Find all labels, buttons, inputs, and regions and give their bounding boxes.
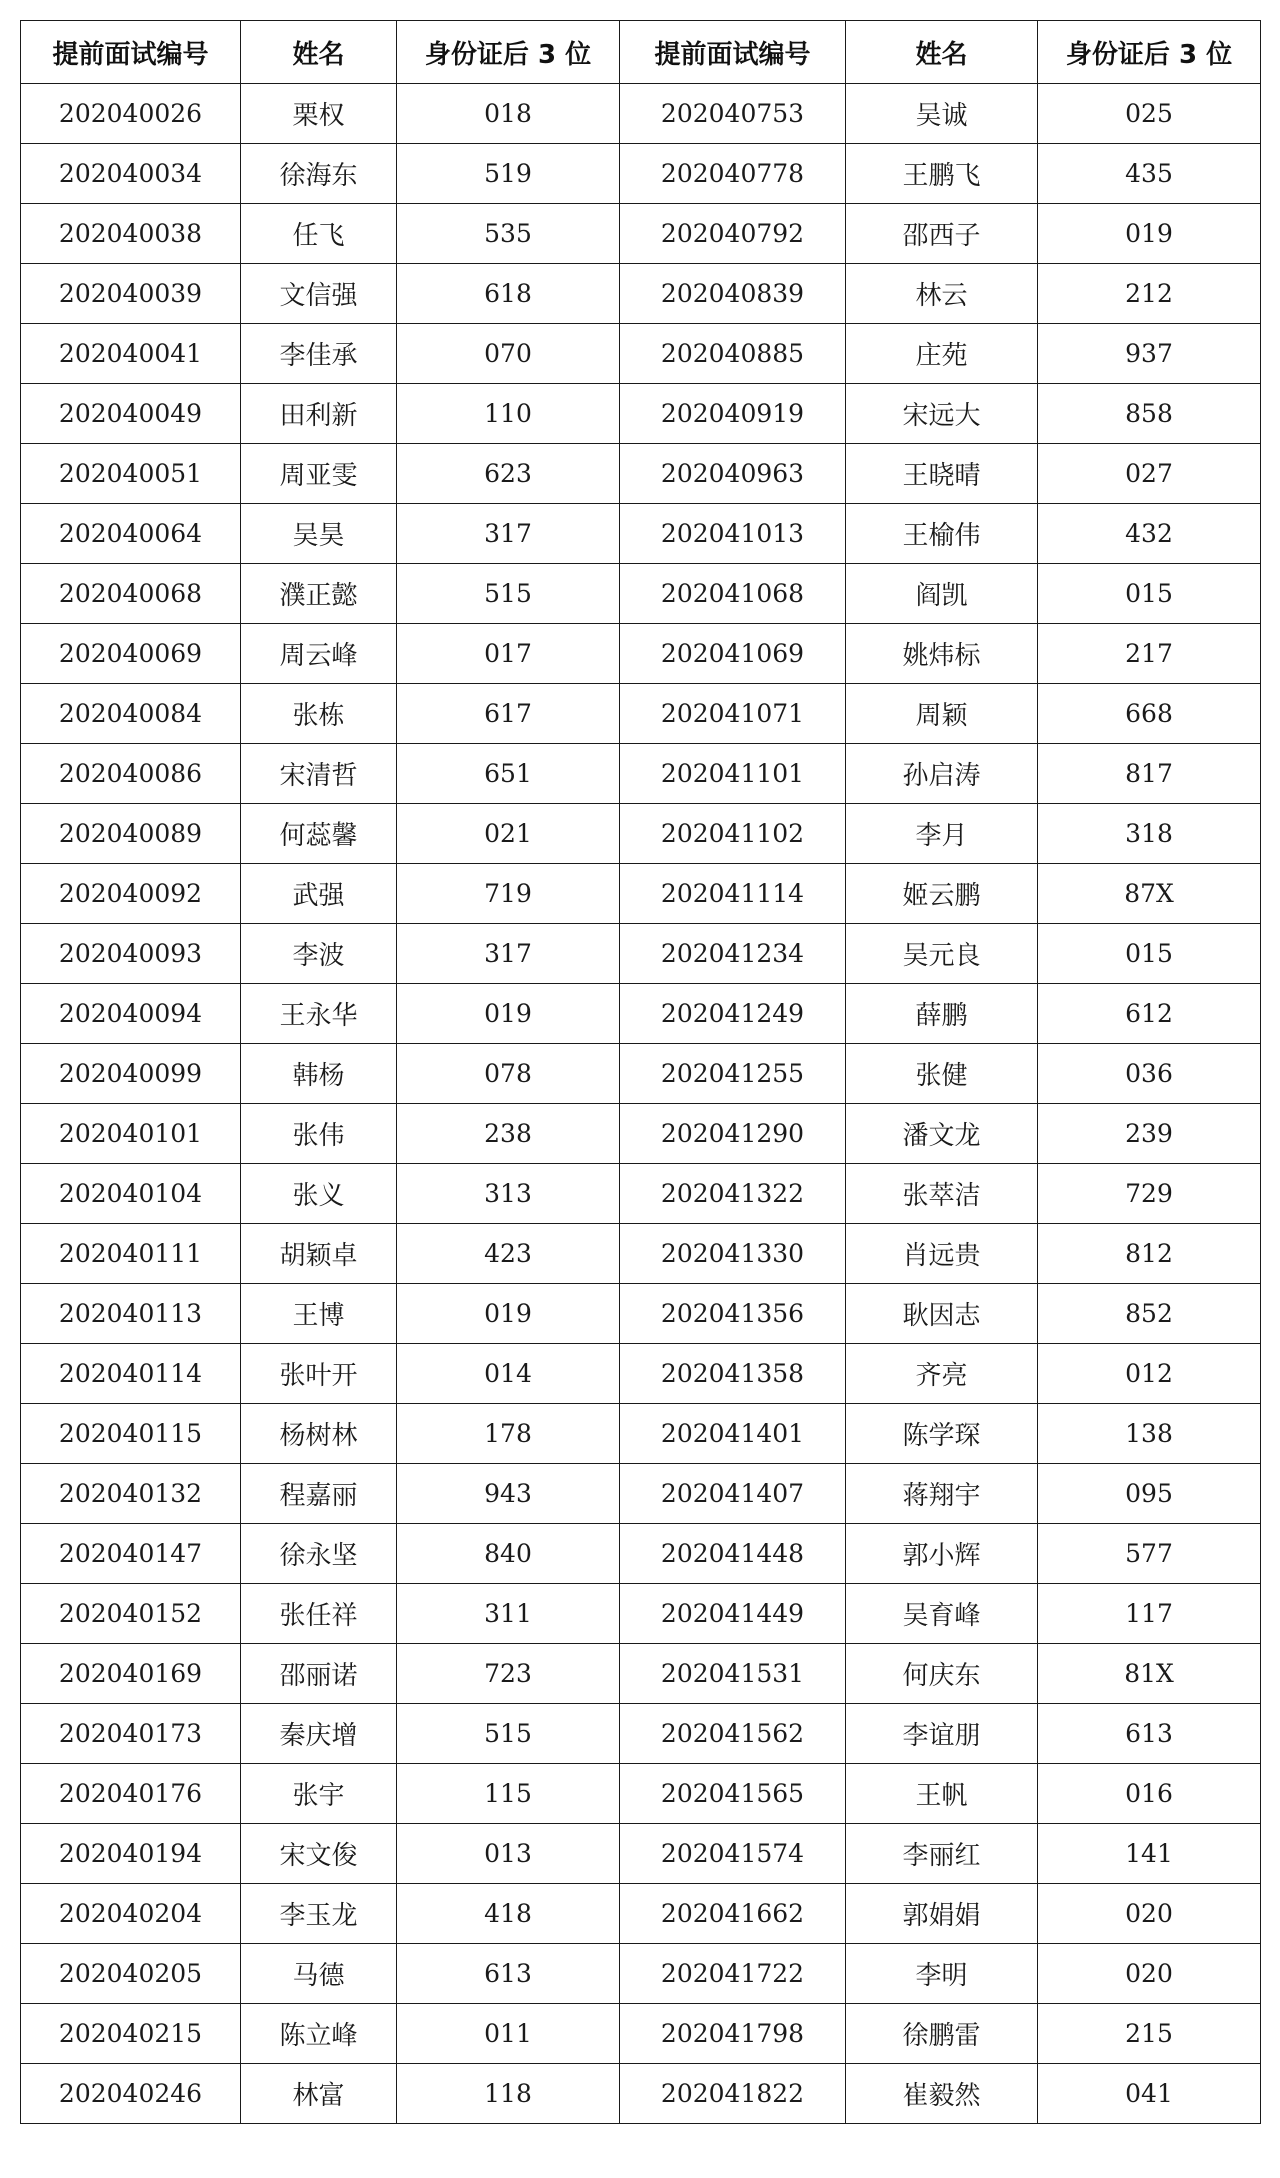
id-last3-cell: 435 xyxy=(1038,144,1261,204)
interview-id-cell: 202040041 xyxy=(21,324,241,384)
interview-id-cell: 202040026 xyxy=(21,84,241,144)
interview-id-cell: 202040176 xyxy=(21,1764,241,1824)
name-cell: 李玉龙 xyxy=(241,1884,397,1944)
table-row xyxy=(21,504,1261,564)
interview-id-cell: 202040778 xyxy=(620,144,846,204)
name-cell: 韩杨 xyxy=(241,1044,397,1104)
header-interview-id: 提前面试编号 xyxy=(21,21,241,84)
table-row xyxy=(21,204,1261,264)
name-cell: 吴育峰 xyxy=(846,1584,1038,1644)
interview-id-cell: 202040093 xyxy=(21,924,241,984)
table-row xyxy=(21,84,1261,144)
id-last3-cell: 020 xyxy=(1038,1884,1261,1944)
interview-id-cell: 202041358 xyxy=(620,1344,846,1404)
interview-id-cell: 202041101 xyxy=(620,744,846,804)
id-last3-cell: 012 xyxy=(1038,1344,1261,1404)
interview-id-cell: 202040049 xyxy=(21,384,241,444)
id-last3-cell: 021 xyxy=(397,804,620,864)
id-last3-cell: 418 xyxy=(397,1884,620,1944)
id-last3-cell: 311 xyxy=(397,1584,620,1644)
interview-id-cell: 202040792 xyxy=(620,204,846,264)
id-last3-cell: 723 xyxy=(397,1644,620,1704)
name-cell: 王帆 xyxy=(846,1764,1038,1824)
name-cell: 周亚雯 xyxy=(241,444,397,504)
interview-id-cell: 202040132 xyxy=(21,1464,241,1524)
interview-id-cell: 202040246 xyxy=(21,2064,241,2124)
name-cell: 姬云鹏 xyxy=(846,864,1038,924)
id-last3-cell: 87X xyxy=(1038,864,1261,924)
id-last3-cell: 937 xyxy=(1038,324,1261,384)
interview-id-cell: 202040089 xyxy=(21,804,241,864)
name-cell: 邵丽诺 xyxy=(241,1644,397,1704)
interview-id-cell: 202040115 xyxy=(21,1404,241,1464)
name-cell: 李明 xyxy=(846,1944,1038,2004)
interview-id-cell: 202041255 xyxy=(620,1044,846,1104)
interview-id-cell: 202041562 xyxy=(620,1704,846,1764)
id-last3-cell: 812 xyxy=(1038,1224,1261,1284)
name-cell: 邵西子 xyxy=(846,204,1038,264)
id-last3-cell: 013 xyxy=(397,1824,620,1884)
interview-id-cell: 202040194 xyxy=(21,1824,241,1884)
name-cell: 任飞 xyxy=(241,204,397,264)
id-last3-cell: 613 xyxy=(397,1944,620,2004)
id-last3-cell: 110 xyxy=(397,384,620,444)
id-last3-cell: 535 xyxy=(397,204,620,264)
id-last3-cell: 019 xyxy=(397,1284,620,1344)
interview-id-cell: 202041069 xyxy=(620,624,846,684)
table-row xyxy=(21,324,1261,384)
name-cell: 栗权 xyxy=(241,84,397,144)
table-row xyxy=(21,624,1261,684)
interview-id-cell: 202040919 xyxy=(620,384,846,444)
id-last3-cell: 019 xyxy=(1038,204,1261,264)
id-last3-cell: 141 xyxy=(1038,1824,1261,1884)
name-cell: 王晓晴 xyxy=(846,444,1038,504)
interview-id-cell: 202040104 xyxy=(21,1164,241,1224)
id-last3-cell: 318 xyxy=(1038,804,1261,864)
name-cell: 王博 xyxy=(241,1284,397,1344)
table-row xyxy=(21,2004,1261,2064)
interview-id-cell: 202040152 xyxy=(21,1584,241,1644)
id-last3-cell: 018 xyxy=(397,84,620,144)
name-cell: 李谊朋 xyxy=(846,1704,1038,1764)
table-row xyxy=(21,1404,1261,1464)
name-cell: 孙启涛 xyxy=(846,744,1038,804)
name-cell: 徐永坚 xyxy=(241,1524,397,1584)
interview-id-cell: 202040099 xyxy=(21,1044,241,1104)
table-body xyxy=(21,84,1261,2124)
interview-id-cell: 202040034 xyxy=(21,144,241,204)
interview-id-cell: 202041068 xyxy=(620,564,846,624)
interview-id-cell: 202040068 xyxy=(21,564,241,624)
table-row xyxy=(21,1044,1261,1104)
id-last3-cell: 217 xyxy=(1038,624,1261,684)
table-row xyxy=(21,1224,1261,1284)
name-cell: 吴诚 xyxy=(846,84,1038,144)
id-last3-cell: 668 xyxy=(1038,684,1261,744)
id-last3-cell: 138 xyxy=(1038,1404,1261,1464)
header-interview-id: 提前面试编号 xyxy=(620,21,846,84)
name-cell: 张伟 xyxy=(241,1104,397,1164)
interview-id-cell: 202040111 xyxy=(21,1224,241,1284)
name-cell: 何庆东 xyxy=(846,1644,1038,1704)
interview-id-cell: 202040069 xyxy=(21,624,241,684)
id-last3-cell: 623 xyxy=(397,444,620,504)
interview-id-cell: 202040038 xyxy=(21,204,241,264)
id-last3-cell: 041 xyxy=(1038,2064,1261,2124)
name-cell: 李丽红 xyxy=(846,1824,1038,1884)
table-row xyxy=(21,1884,1261,1944)
table-row xyxy=(21,1164,1261,1224)
interview-id-cell: 202041401 xyxy=(620,1404,846,1464)
table-row xyxy=(21,1644,1261,1704)
table-row xyxy=(21,1704,1261,1764)
name-cell: 张宇 xyxy=(241,1764,397,1824)
name-cell: 徐海东 xyxy=(241,144,397,204)
id-last3-cell: 858 xyxy=(1038,384,1261,444)
interview-id-cell: 202041071 xyxy=(620,684,846,744)
interview-id-cell: 202040205 xyxy=(21,1944,241,2004)
id-last3-cell: 817 xyxy=(1038,744,1261,804)
id-last3-cell: 313 xyxy=(397,1164,620,1224)
header-row xyxy=(21,21,1261,84)
id-last3-cell: 651 xyxy=(397,744,620,804)
interview-id-cell: 202040963 xyxy=(620,444,846,504)
id-last3-cell: 317 xyxy=(397,504,620,564)
name-cell: 胡颖卓 xyxy=(241,1224,397,1284)
id-last3-cell: 515 xyxy=(397,564,620,624)
interview-id-cell: 202040204 xyxy=(21,1884,241,1944)
id-last3-cell: 432 xyxy=(1038,504,1261,564)
id-last3-cell: 577 xyxy=(1038,1524,1261,1584)
interview-id-cell: 202041449 xyxy=(620,1584,846,1644)
interview-id-cell: 202040885 xyxy=(620,324,846,384)
table-row xyxy=(21,144,1261,204)
name-cell: 宋清哲 xyxy=(241,744,397,804)
id-last3-cell: 943 xyxy=(397,1464,620,1524)
name-cell: 张任祥 xyxy=(241,1584,397,1644)
id-last3-cell: 078 xyxy=(397,1044,620,1104)
table-row xyxy=(21,1104,1261,1164)
table-row xyxy=(21,804,1261,864)
id-last3-cell: 729 xyxy=(1038,1164,1261,1224)
id-last3-cell: 81X xyxy=(1038,1644,1261,1704)
interview-id-cell: 202041722 xyxy=(620,1944,846,2004)
table-row xyxy=(21,564,1261,624)
name-cell: 王榆伟 xyxy=(846,504,1038,564)
id-last3-cell: 036 xyxy=(1038,1044,1261,1104)
name-cell: 郭小辉 xyxy=(846,1524,1038,1584)
name-cell: 吴昊 xyxy=(241,504,397,564)
id-last3-cell: 016 xyxy=(1038,1764,1261,1824)
id-last3-cell: 618 xyxy=(397,264,620,324)
id-last3-cell: 015 xyxy=(1038,924,1261,984)
id-last3-cell: 015 xyxy=(1038,564,1261,624)
name-cell: 张叶开 xyxy=(241,1344,397,1404)
name-cell: 田利新 xyxy=(241,384,397,444)
name-cell: 濮正懿 xyxy=(241,564,397,624)
interview-id-cell: 202041662 xyxy=(620,1884,846,1944)
name-cell: 耿因志 xyxy=(846,1284,1038,1344)
name-cell: 陈立峰 xyxy=(241,2004,397,2064)
id-last3-cell: 519 xyxy=(397,144,620,204)
name-cell: 郭娟娟 xyxy=(846,1884,1038,1944)
id-last3-cell: 613 xyxy=(1038,1704,1261,1764)
id-last3-cell: 020 xyxy=(1038,1944,1261,2004)
name-cell: 何蕊馨 xyxy=(241,804,397,864)
name-cell: 武强 xyxy=(241,864,397,924)
interview-id-cell: 202041249 xyxy=(620,984,846,1044)
table-row xyxy=(21,1764,1261,1824)
table-row xyxy=(21,1524,1261,1584)
name-cell: 李佳承 xyxy=(241,324,397,384)
id-last3-cell: 852 xyxy=(1038,1284,1261,1344)
id-last3-cell: 095 xyxy=(1038,1464,1261,1524)
table-row xyxy=(21,744,1261,804)
id-last3-cell: 612 xyxy=(1038,984,1261,1044)
interview-id-cell: 202040215 xyxy=(21,2004,241,2064)
interview-id-cell: 202041330 xyxy=(620,1224,846,1284)
name-cell: 陈学琛 xyxy=(846,1404,1038,1464)
name-cell: 张栋 xyxy=(241,684,397,744)
id-last3-cell: 117 xyxy=(1038,1584,1261,1644)
id-last3-cell: 719 xyxy=(397,864,620,924)
interview-id-cell: 202040114 xyxy=(21,1344,241,1404)
id-last3-cell: 215 xyxy=(1038,2004,1261,2064)
interview-id-cell: 202040147 xyxy=(21,1524,241,1584)
interview-id-cell: 202041822 xyxy=(620,2064,846,2124)
id-last3-cell: 423 xyxy=(397,1224,620,1284)
id-last3-cell: 239 xyxy=(1038,1104,1261,1164)
interview-id-cell: 202041234 xyxy=(620,924,846,984)
interview-id-cell: 202041565 xyxy=(620,1764,846,1824)
table-row xyxy=(21,1344,1261,1404)
interview-id-cell: 202040101 xyxy=(21,1104,241,1164)
interview-list-table xyxy=(20,20,1261,2124)
id-last3-cell: 212 xyxy=(1038,264,1261,324)
name-cell: 吴元良 xyxy=(846,924,1038,984)
table-row xyxy=(21,2064,1261,2124)
name-cell: 姚炜标 xyxy=(846,624,1038,684)
name-cell: 宋远大 xyxy=(846,384,1038,444)
interview-id-cell: 202041322 xyxy=(620,1164,846,1224)
name-cell: 宋文俊 xyxy=(241,1824,397,1884)
table-row xyxy=(21,864,1261,924)
id-last3-cell: 070 xyxy=(397,324,620,384)
table-row xyxy=(21,984,1261,1044)
id-last3-cell: 617 xyxy=(397,684,620,744)
id-last3-cell: 840 xyxy=(397,1524,620,1584)
interview-id-cell: 202040753 xyxy=(620,84,846,144)
interview-id-cell: 202040084 xyxy=(21,684,241,744)
name-cell: 王永华 xyxy=(241,984,397,1044)
name-cell: 徐鹏雷 xyxy=(846,2004,1038,2064)
id-last3-cell: 014 xyxy=(397,1344,620,1404)
table-row xyxy=(21,924,1261,984)
interview-id-cell: 202040086 xyxy=(21,744,241,804)
name-cell: 林富 xyxy=(241,2064,397,2124)
table-row xyxy=(21,1824,1261,1884)
interview-id-cell: 202041013 xyxy=(620,504,846,564)
name-cell: 肖远贵 xyxy=(846,1224,1038,1284)
header-id-last3: 身份证后 3 位 xyxy=(397,21,620,84)
interview-id-cell: 202041114 xyxy=(620,864,846,924)
interview-id-cell: 202041798 xyxy=(620,2004,846,2064)
id-last3-cell: 317 xyxy=(397,924,620,984)
name-cell: 王鹏飞 xyxy=(846,144,1038,204)
interview-id-cell: 202041102 xyxy=(620,804,846,864)
name-cell: 林云 xyxy=(846,264,1038,324)
id-last3-cell: 019 xyxy=(397,984,620,1044)
name-cell: 文信强 xyxy=(241,264,397,324)
interview-id-cell: 202041448 xyxy=(620,1524,846,1584)
id-last3-cell: 027 xyxy=(1038,444,1261,504)
id-last3-cell: 025 xyxy=(1038,84,1261,144)
id-last3-cell: 178 xyxy=(397,1404,620,1464)
header-name: 姓名 xyxy=(846,21,1038,84)
interview-id-cell: 202040092 xyxy=(21,864,241,924)
table-row xyxy=(21,1464,1261,1524)
id-last3-cell: 118 xyxy=(397,2064,620,2124)
name-cell: 杨树林 xyxy=(241,1404,397,1464)
table-row xyxy=(21,1944,1261,2004)
header-name: 姓名 xyxy=(241,21,397,84)
name-cell: 薛鹏 xyxy=(846,984,1038,1044)
name-cell: 张萃洁 xyxy=(846,1164,1038,1224)
interview-id-cell: 202040169 xyxy=(21,1644,241,1704)
name-cell: 齐亮 xyxy=(846,1344,1038,1404)
name-cell: 张健 xyxy=(846,1044,1038,1104)
name-cell: 崔毅然 xyxy=(846,2064,1038,2124)
table-row xyxy=(21,264,1261,324)
interview-id-cell: 202040064 xyxy=(21,504,241,564)
id-last3-cell: 017 xyxy=(397,624,620,684)
table-row xyxy=(21,444,1261,504)
name-cell: 程嘉丽 xyxy=(241,1464,397,1524)
interview-id-cell: 202040839 xyxy=(620,264,846,324)
id-last3-cell: 011 xyxy=(397,2004,620,2064)
table-row xyxy=(21,384,1261,444)
interview-id-cell: 202041356 xyxy=(620,1284,846,1344)
id-last3-cell: 115 xyxy=(397,1764,620,1824)
name-cell: 李月 xyxy=(846,804,1038,864)
name-cell: 庄苑 xyxy=(846,324,1038,384)
interview-id-cell: 202041407 xyxy=(620,1464,846,1524)
interview-id-cell: 202040173 xyxy=(21,1704,241,1764)
name-cell: 秦庆增 xyxy=(241,1704,397,1764)
interview-id-cell: 202040094 xyxy=(21,984,241,1044)
name-cell: 马德 xyxy=(241,1944,397,2004)
name-cell: 潘文龙 xyxy=(846,1104,1038,1164)
interview-id-cell: 202041531 xyxy=(620,1644,846,1704)
name-cell: 周颖 xyxy=(846,684,1038,744)
name-cell: 蒋翔宇 xyxy=(846,1464,1038,1524)
table-row xyxy=(21,1584,1261,1644)
name-cell: 周云峰 xyxy=(241,624,397,684)
table-row xyxy=(21,684,1261,744)
id-last3-cell: 238 xyxy=(397,1104,620,1164)
name-cell: 阎凯 xyxy=(846,564,1038,624)
interview-id-cell: 202041574 xyxy=(620,1824,846,1884)
interview-id-cell: 202040051 xyxy=(21,444,241,504)
interview-id-cell: 202041290 xyxy=(620,1104,846,1164)
header-id-last3: 身份证后 3 位 xyxy=(1038,21,1261,84)
name-cell: 张义 xyxy=(241,1164,397,1224)
interview-id-cell: 202040039 xyxy=(21,264,241,324)
name-cell: 李波 xyxy=(241,924,397,984)
interview-id-cell: 202040113 xyxy=(21,1284,241,1344)
table-row xyxy=(21,1284,1261,1344)
id-last3-cell: 515 xyxy=(397,1704,620,1764)
